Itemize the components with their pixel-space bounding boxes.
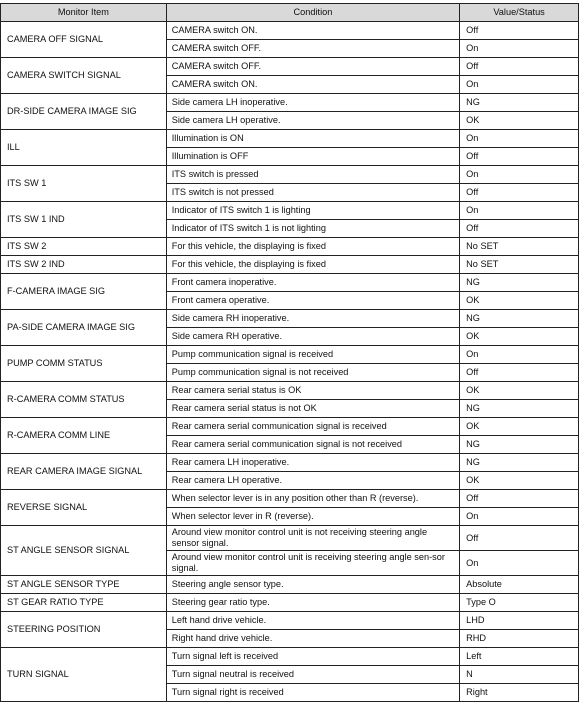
value-status-cell: On	[460, 508, 579, 526]
table-row	[1, 238, 579, 256]
value-status-cell: OK	[460, 418, 579, 436]
value-status-cell: Off	[460, 148, 579, 166]
table-row	[1, 202, 579, 220]
value-status-cell: LHD	[460, 612, 579, 630]
condition-cell: Rear camera LH operative.	[166, 472, 459, 490]
value-status-cell: On	[460, 202, 579, 220]
value-status-cell: Right	[460, 684, 579, 702]
value-status-cell: On	[460, 166, 579, 184]
condition-cell: Pump communication signal is received	[166, 346, 459, 364]
monitor-item-name: CAMERA SWITCH SIGNAL	[1, 58, 167, 94]
value-status-cell: Off	[460, 22, 579, 40]
value-status-cell: Off	[460, 490, 579, 508]
monitor-item-name: PUMP COMM STATUS	[1, 346, 167, 382]
condition-cell: Side camera LH inoperative.	[166, 94, 459, 112]
condition-cell: Indicator of ITS switch 1 is not lighting	[166, 220, 459, 238]
table-row	[1, 382, 579, 400]
value-status-cell: On	[460, 130, 579, 148]
value-status-cell: On	[460, 76, 579, 94]
header-row	[1, 4, 579, 22]
value-status-cell: Off	[460, 364, 579, 382]
table-row	[1, 94, 579, 112]
condition-cell: Pump communication signal is not received	[166, 364, 459, 382]
value-status-cell: No SET	[460, 238, 579, 256]
monitor-item-name: ST GEAR RATIO TYPE	[1, 594, 167, 612]
condition-cell: CAMERA switch ON.	[166, 22, 459, 40]
condition-cell: CAMERA switch OFF.	[166, 58, 459, 76]
condition-cell: Rear camera LH inoperative.	[166, 454, 459, 472]
table-row	[1, 22, 579, 40]
value-status-cell: RHD	[460, 630, 579, 648]
value-status-cell: On	[460, 40, 579, 58]
monitor-item-name: REAR CAMERA IMAGE SIGNAL	[1, 454, 167, 490]
condition-cell: Left hand drive vehicle.	[166, 612, 459, 630]
monitor-item-name: TURN SIGNAL	[1, 648, 167, 702]
monitor-item-name: ITS SW 1	[1, 166, 167, 202]
table-row	[1, 418, 579, 436]
table-row	[1, 58, 579, 76]
monitor-item-name: ITS SW 2	[1, 238, 167, 256]
value-status-cell: Absolute	[460, 576, 579, 594]
value-status-cell: NG	[460, 400, 579, 418]
value-status-cell: Off	[460, 220, 579, 238]
monitor-item-name: R-CAMERA COMM LINE	[1, 418, 167, 454]
monitor-item-name: STEERING POSITION	[1, 612, 167, 648]
value-status-cell: No SET	[460, 256, 579, 274]
value-status-cell: NG	[460, 94, 579, 112]
value-status-cell: N	[460, 666, 579, 684]
condition-cell: CAMERA switch ON.	[166, 76, 459, 94]
monitor-item-name: CAMERA OFF SIGNAL	[1, 22, 167, 58]
condition-cell: Front camera inoperative.	[166, 274, 459, 292]
table-row	[1, 526, 579, 551]
monitor-item-name: ST ANGLE SENSOR SIGNAL	[1, 526, 167, 576]
header-condition: Condition	[166, 4, 459, 22]
table-row	[1, 166, 579, 184]
monitor-item-name: DR-SIDE CAMERA IMAGE SIG	[1, 94, 167, 130]
condition-cell: Indicator of ITS switch 1 is lighting	[166, 202, 459, 220]
monitor-item-name: ITS SW 2 IND	[1, 256, 167, 274]
condition-cell: Side camera RH inoperative.	[166, 310, 459, 328]
condition-cell: For this vehicle, the displaying is fixed	[166, 238, 459, 256]
value-status-cell: Type O	[460, 594, 579, 612]
table-row	[1, 490, 579, 508]
table-body	[1, 22, 579, 702]
monitor-item-name: R-CAMERA COMM STATUS	[1, 382, 167, 418]
monitor-item-name: F-CAMERA IMAGE SIG	[1, 274, 167, 310]
value-status-cell: Off	[460, 184, 579, 202]
condition-cell: Around view monitor control unit is not receiving steering angle sensor signal.	[166, 526, 459, 551]
condition-cell: When selector lever in R (reverse).	[166, 508, 459, 526]
condition-cell: Front camera operative.	[166, 292, 459, 310]
header-monitor-item: Monitor Item	[1, 4, 167, 22]
condition-cell: Side camera RH operative.	[166, 328, 459, 346]
condition-cell: Illumination is OFF	[166, 148, 459, 166]
table-row	[1, 256, 579, 274]
table-row	[1, 346, 579, 364]
condition-cell: Around view monitor control unit is receiving steering angle sen-sor signal.	[166, 551, 459, 576]
condition-cell: When selector lever is in any position other than R (reverse).	[166, 490, 459, 508]
value-status-cell: On	[460, 346, 579, 364]
condition-cell: Right hand drive vehicle.	[166, 630, 459, 648]
value-status-cell: OK	[460, 472, 579, 490]
value-status-cell: Off	[460, 526, 579, 551]
condition-cell: Rear camera serial communication signal is not received	[166, 436, 459, 454]
monitor-item-name: PA-SIDE CAMERA IMAGE SIG	[1, 310, 167, 346]
table-row	[1, 648, 579, 666]
value-status-cell: NG	[460, 454, 579, 472]
monitor-item-name: ST ANGLE SENSOR TYPE	[1, 576, 167, 594]
condition-cell: For this vehicle, the displaying is fixed	[166, 256, 459, 274]
monitor-item-name: ILL	[1, 130, 167, 166]
condition-cell: Steering angle sensor type.	[166, 576, 459, 594]
value-status-cell: OK	[460, 292, 579, 310]
value-status-cell: Left	[460, 648, 579, 666]
header-value-status: Value/Status	[460, 4, 579, 22]
table-row	[1, 454, 579, 472]
table-row	[1, 130, 579, 148]
monitor-item-name: ITS SW 1 IND	[1, 202, 167, 238]
condition-cell: CAMERA switch OFF.	[166, 40, 459, 58]
table-row	[1, 576, 579, 594]
table-row	[1, 594, 579, 612]
condition-cell: Rear camera serial communication signal is received	[166, 418, 459, 436]
value-status-cell: NG	[460, 310, 579, 328]
value-status-cell: OK	[460, 112, 579, 130]
table-row	[1, 310, 579, 328]
table-row	[1, 274, 579, 292]
value-status-cell: OK	[460, 328, 579, 346]
condition-cell: Steering gear ratio type.	[166, 594, 459, 612]
monitor-item-name: REVERSE SIGNAL	[1, 490, 167, 526]
value-status-cell: NG	[460, 436, 579, 454]
condition-cell: Illumination is ON	[166, 130, 459, 148]
condition-cell: Turn signal right is received	[166, 684, 459, 702]
value-status-cell: Off	[460, 58, 579, 76]
value-status-cell: OK	[460, 382, 579, 400]
condition-cell: ITS switch is not pressed	[166, 184, 459, 202]
condition-cell: Rear camera serial status is OK	[166, 382, 459, 400]
condition-cell: Turn signal left is received	[166, 648, 459, 666]
table-row	[1, 612, 579, 630]
condition-cell: ITS switch is pressed	[166, 166, 459, 184]
value-status-cell: NG	[460, 274, 579, 292]
value-status-cell: On	[460, 551, 579, 576]
monitor-item-table	[0, 3, 579, 702]
condition-cell: Turn signal neutral is received	[166, 666, 459, 684]
condition-cell: Side camera LH operative.	[166, 112, 459, 130]
condition-cell: Rear camera serial status is not OK	[166, 400, 459, 418]
